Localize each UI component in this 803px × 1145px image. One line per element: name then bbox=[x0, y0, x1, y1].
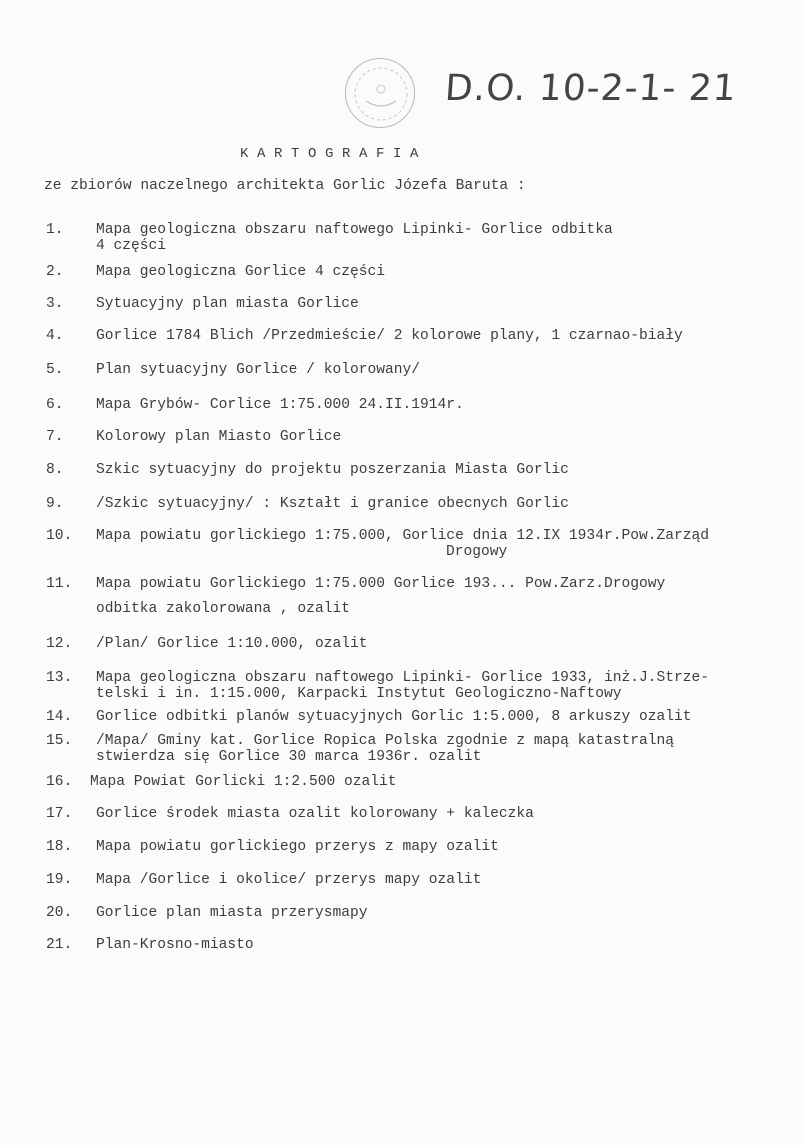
item-text: Szkic sytuacyjny do projektu poszerzania Miasta Gorlic bbox=[96, 462, 569, 478]
page-title: KARTOGRAFIA bbox=[240, 146, 428, 162]
item-text: Gorlice środek miasta ozalit kolorowany + kaleczka bbox=[96, 806, 534, 822]
item-number: 21. bbox=[46, 937, 73, 953]
archive-stamp bbox=[345, 58, 415, 128]
item-number: 14. bbox=[46, 709, 73, 725]
item-number: 4. bbox=[46, 328, 64, 344]
item-text: Mapa geologiczna obszaru naftowego Lipinki- Gorlice 1933, inż.J.Strze- telski i in. 1:15.000, Karpacki Instytut Geologiczno-Naftowy bbox=[96, 670, 710, 702]
item-number: 17. bbox=[46, 806, 73, 822]
item-text: Mapa Powiat Gorlicki 1:2.500 ozalit bbox=[90, 774, 397, 790]
item-number: 6. bbox=[46, 397, 64, 413]
item-number: 19. bbox=[46, 872, 73, 888]
item-text: Gorlice plan miasta przerysmapy bbox=[96, 905, 368, 921]
item-number: 2. bbox=[46, 264, 64, 280]
item-number: 3. bbox=[46, 296, 64, 312]
item-number: 11. bbox=[46, 576, 73, 592]
item-text: Gorlice 1784 Blich /Przedmieście/ 2 kolorowe plany, 1 czarnao-biały bbox=[96, 328, 683, 344]
item-text: Sytuacyjny plan miasta Gorlice bbox=[96, 296, 359, 312]
item-number: 9. bbox=[46, 496, 64, 512]
item-text: Mapa powiatu gorlickiego 1:75.000, Gorlice dnia 12.IX 1934r.Pow.Zarząd Drogowy bbox=[96, 528, 710, 560]
item-text: Gorlice odbitki planów sytuacyjnych Gorlic 1:5.000, 8 arkuszy ozalit bbox=[96, 709, 692, 725]
item-text: Plan-Krosno-miasto bbox=[96, 937, 254, 953]
item-number: 13. bbox=[46, 670, 73, 686]
stamp-icon bbox=[346, 59, 416, 129]
item-number: 1. bbox=[46, 222, 64, 238]
item-text: Mapa powiatu Gorlickiego 1:75.000 Gorlice 193... Pow.Zarz.Drogowy odbitka zakolorowana , ozalit bbox=[96, 576, 666, 617]
item-text: /Mapa/ Gminy kat. Gorlice Ropica Polska zgodnie z mapą katastralną stwierdza się Gorlice 30 marca 1936r. ozalit bbox=[96, 733, 675, 765]
item-text: Mapa geologiczna Gorlice 4 części bbox=[96, 264, 386, 280]
item-number: 16. bbox=[46, 774, 73, 790]
intro-text: ze zbiorów naczelnego architekta Gorlic Józefa Baruta : bbox=[44, 178, 526, 194]
item-text: /Plan/ Gorlice 1:10.000, ozalit bbox=[96, 636, 368, 652]
item-number: 5. bbox=[46, 362, 64, 378]
item-number: 15. bbox=[46, 733, 73, 749]
item-text: Mapa geologiczna obszaru naftowego Lipinki- Gorlice odbitka 4 części bbox=[96, 222, 613, 254]
item-text: Mapa Grybów- Corlice 1:75.000 24.II.1914r. bbox=[96, 397, 464, 413]
item-text: Mapa /Gorlice i okolice/ przerys mapy ozalit bbox=[96, 872, 482, 888]
item-number: 12. bbox=[46, 636, 73, 652]
archive-signature: D.O. 10-2-1- 21 bbox=[443, 68, 739, 109]
item-number: 18. bbox=[46, 839, 73, 855]
item-text: Kolorowy plan Miasto Gorlice bbox=[96, 429, 342, 445]
item-number: 7. bbox=[46, 429, 64, 445]
item-number: 8. bbox=[46, 462, 64, 478]
item-text: Plan sytuacyjny Gorlice / kolorowany/ bbox=[96, 362, 421, 378]
item-number: 10. bbox=[46, 528, 73, 544]
item-text: Mapa powiatu gorlickiego przerys z mapy ozalit bbox=[96, 839, 499, 855]
item-text: /Szkic sytuacyjny/ : Kształt i granice obecnych Gorlic bbox=[96, 496, 569, 512]
item-number: 20. bbox=[46, 905, 73, 921]
